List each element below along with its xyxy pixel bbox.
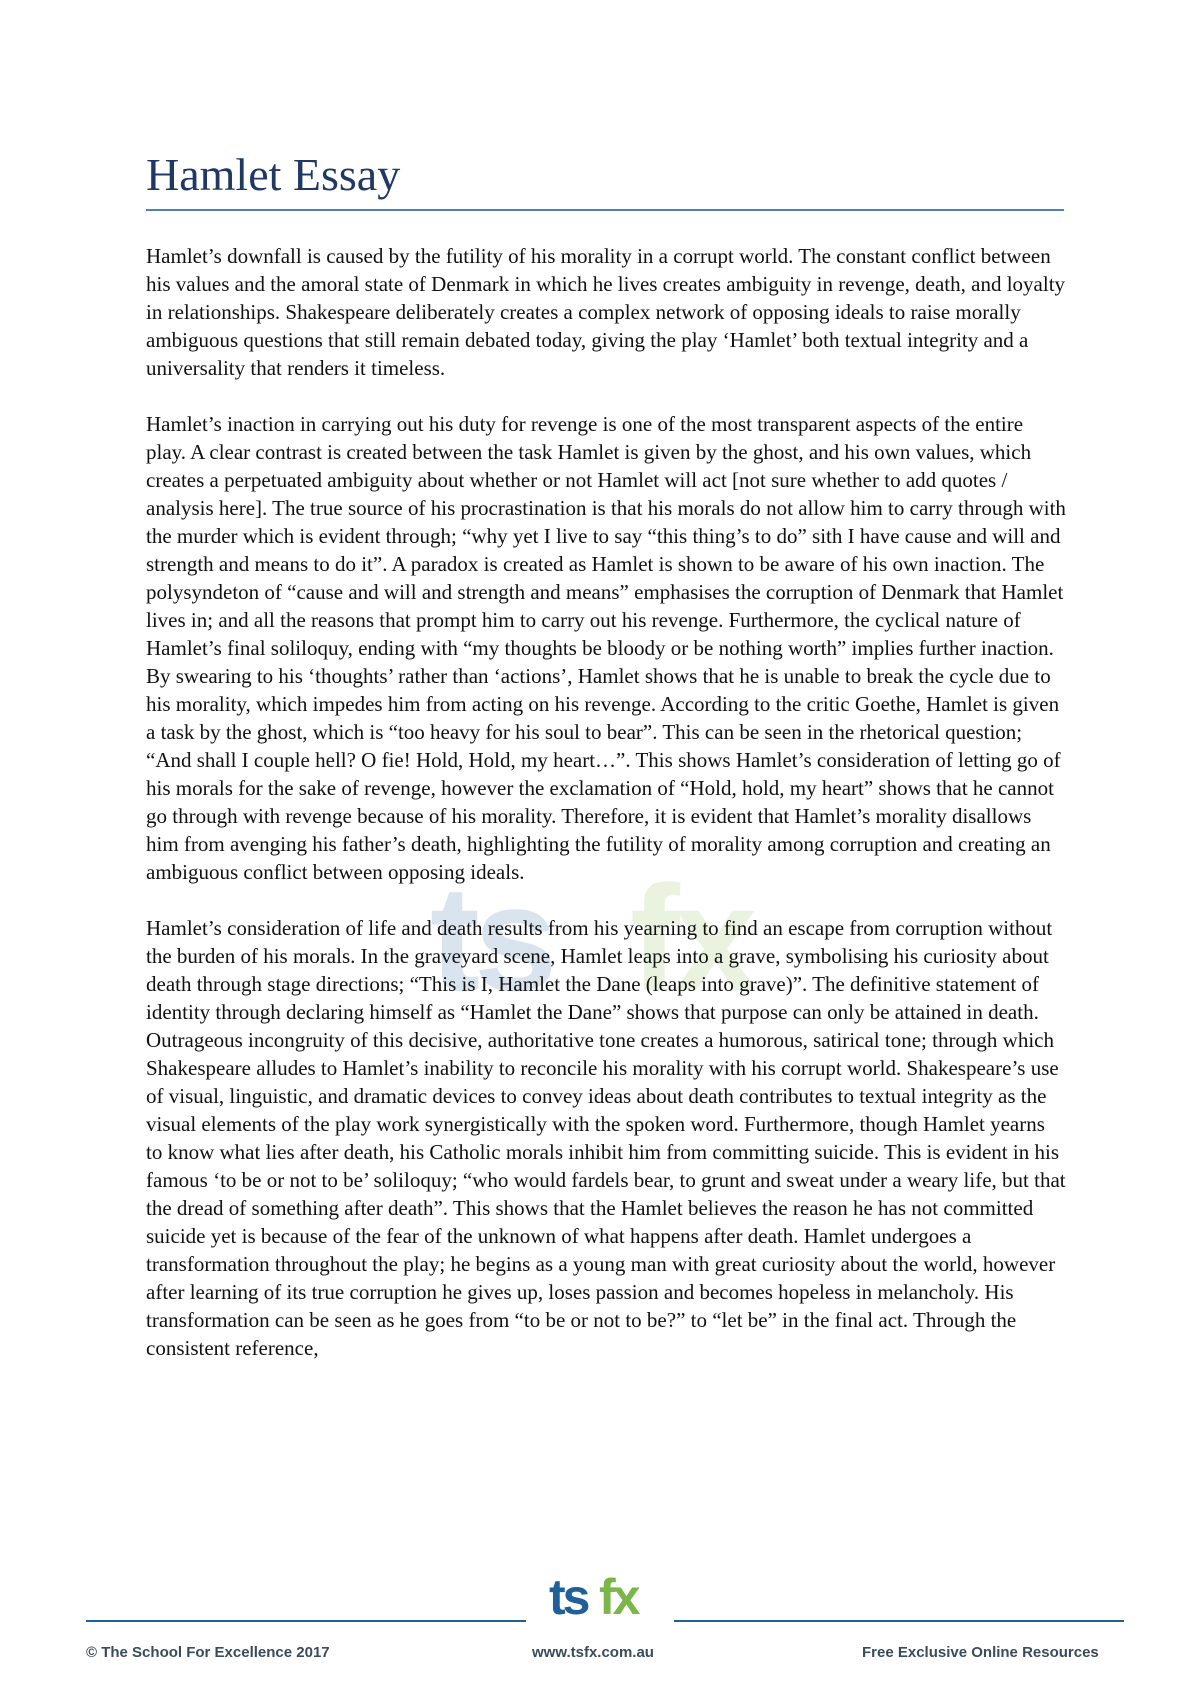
footer-rule-left — [86, 1620, 526, 1622]
footer-website-link[interactable]: www.tsfx.com.au — [532, 1644, 654, 1661]
essay-paragraph: Hamlet’s consideration of life and death results from his yearning to find an escape from corruption without the burden of his morals. In the graveyard scene, Hamlet leaps into a grave, symbolising his curiosity about death through stage directions; “This is I, Hamlet the Dane (leaps into grave)”. The definitive statement of identity through declaring himself as “Hamlet the Dane” shows that purpose can only be attained in death. Outrageous incongruity of this decisive, authoritative tone creates a humorous, satirical tone; through which Shakespeare alludes to Hamlet’s inability to reconcile his morality with his corrupt world. Shakespeare’s use of visual, linguistic, and dramatic devices to convey ideas about death contributes to textual integrity as the visual elements of the play work synergistically with the spoken word. Furthermore, though Hamlet yearns to know what lies after death, his Catholic morals inhibit him from committing suicide. This is evident in his famous ‘to be or not to be’ soliloquy; “who would fardels bear, to grunt and sweat under a weary life, but that the dread of something after death”. This shows that the Hamlet believes the reason he has not committed suicide yet is because of the fear of the unknown of what happens after death. Hamlet undergoes a transformation throughout the play; he begins as a young man with great curiosity about the world, however after learning of its true corruption he gives up, loses passion and becomes hopeless in melancholy. His transformation can be seen as he goes from “to be or not to be?” to “let be” in the final act. Through the consistent reference, — [146, 916, 1066, 1360]
footer-copyright: © The School For Excellence 2017 — [86, 1644, 330, 1661]
svg-text:fx: fx — [630, 860, 752, 1020]
svg-text:ts: ts — [549, 1569, 588, 1625]
footer-rule-right — [674, 1620, 1124, 1622]
essay-paragraph: Hamlet’s downfall is caused by the futility of his morality in a corrupt world. The constant conflict between his values and the amoral state of Denmark in which he lives creates ambiguity in revenge, death, and loyalty in relationships. Shakespeare deliberately creates a complex network of opposing ideals to raise morally ambiguous questions that still remain debated today, giving the play ‘Hamlet’ both textual integrity and a universality that renders it timeless. — [146, 244, 1066, 380]
svg-text:fx: fx — [599, 1569, 638, 1625]
svg-text:ts: ts — [430, 860, 552, 1020]
title-underline — [146, 209, 1064, 211]
essay-body — [146, 242, 1066, 1390]
essay-paragraph: Hamlet’s inaction in carrying out his duty for revenge is one of the most transparent aspects of the entire play. A clear contrast is created between the task Hamlet is given by the ghost, and his own values, which creates a perpetuated ambiguity about whether or not Hamlet will act [not sure whether to add quotes / analysis here]. The true source of his procrastination is that his morals do not allow him to carry through with the murder which is evident through; “why yet I live to say “this thing’s to do” sith I have cause and will and strength and means to do it”. A paradox is created as Hamlet is shown to be aware of his own inaction. The polysyndeton of “cause and will and strength and means” emphasises the corruption of Denmark that Hamlet lives in; and all the reasons that prompt him to carry out his revenge. Furthermore, the cyclical nature of Hamlet’s final soliloquy, ending with “my thoughts be bloody or be nothing worth” implies further inaction. By swearing to his ‘thoughts’ rather than ‘actions’, Hamlet shows that he is unable to break the cycle due to his morality, which impedes him from acting on his revenge. According to the critic Goethe, Hamlet is given a task by the ghost, which is “too heavy for his soul to bear”. This can be seen in the rhetorical question; “And shall I couple hell? O fie! Hold, Hold, my heart…”. This shows Hamlet’s consideration of letting go of his morals for the sake of revenge, however the exclamation of “Hold, hold, my heart” shows that he cannot go through with revenge because of his morality. Therefore, it is evident that Hamlet’s morality disallows him from avenging his father’s death, highlighting the futility of morality among corruption and creating an ambiguous conflict between opposing ideals. — [146, 412, 1066, 884]
tsfx-logo — [547, 1562, 653, 1626]
footer-tagline: Free Exclusive Online Resources — [862, 1644, 1099, 1661]
document-title: Hamlet Essay — [146, 149, 401, 200]
